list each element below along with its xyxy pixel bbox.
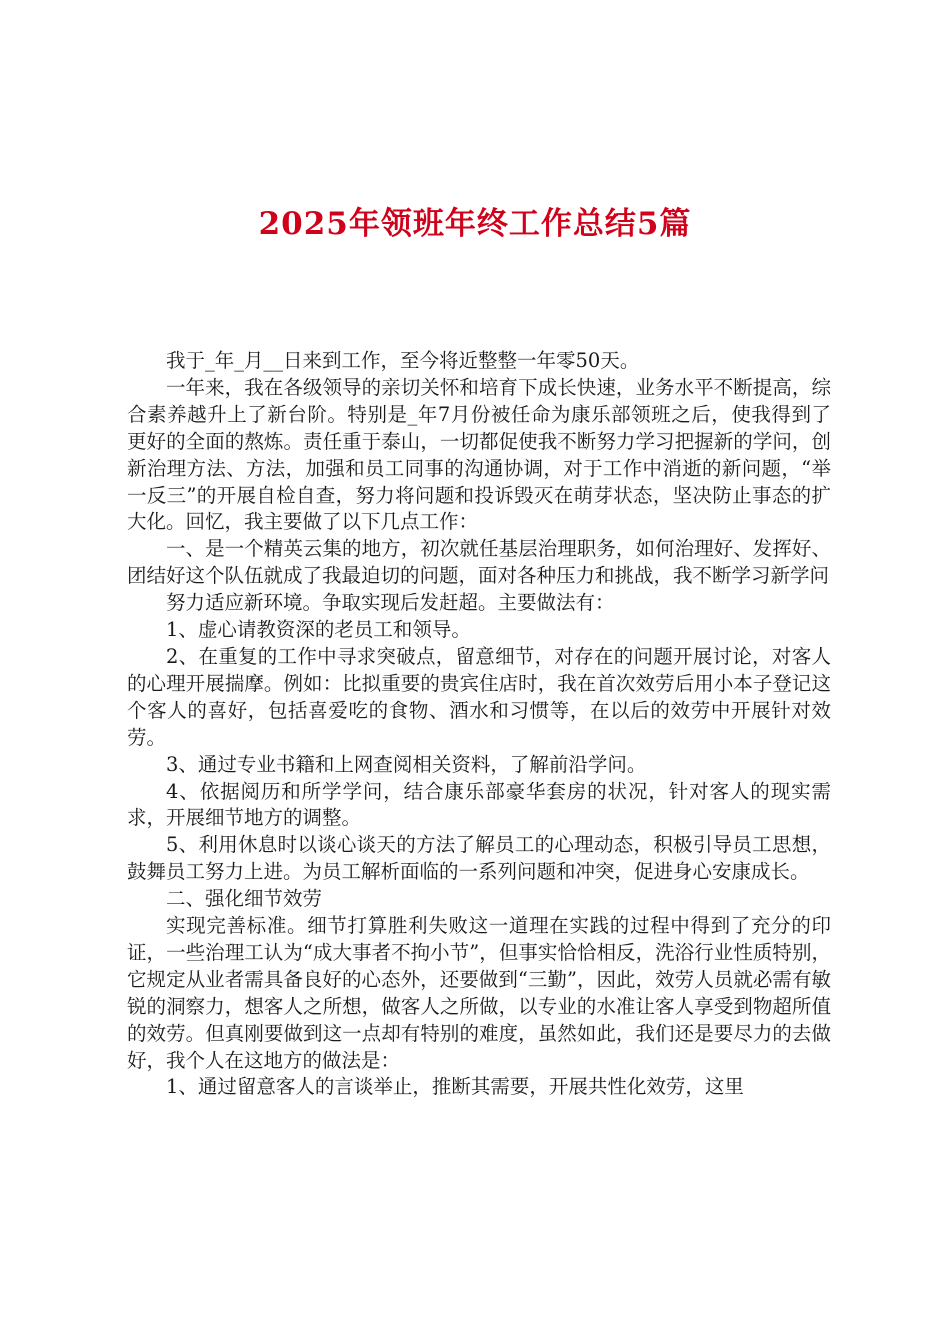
paragraph: 5、利用休息时以谈心谈天的方法了解员工的心理动态，积极引导员工思想，鼓舞员工努力上进。为员工解析面临的一系列问题和冲突，促进身心安康成长。 [127,833,831,884]
paragraph: 一、是一个精英云集的地方，初次就任基层治理职务，如何治理好、发挥好、团结好这个队伍就成了我最迫切的问题，面对各种压力和挑战，我不断学习新学问 [127,537,831,588]
paragraph: 2、在重复的工作中寻求突破点，留意细节，对存在的问题开展讨论，对客人的心理开展揣摩。例如：比拟重要的贵宾住店时，我在首次效劳后用小本子登记这个客人的喜好，包括喜爱吃的食物、酒水和习惯等，在以后的效劳中开展针对效劳。 [127,644,831,749]
paragraph: 实现完善标准。细节打算胜利失败这一道理在实践的过程中得到了充分的印证，一些治理工认为“成大事者不拘小节”，但事实恰恰相反，洗浴行业性质特别，它规定从业者需具备良好的心态外，还要做到“三勤”，因此，效劳人员就必需有敏锐的洞察力，想客人之所想，做客人之所做，以专业的水准让客人享受到物超所值的效劳。但真刚要做到这一点却有特别的难度，虽然如此，我们还是要尽力的去做好，我个人在这地方的做法是： [127,914,831,1072]
document-title: 2025年领班年终工作总结5篇 [258,206,692,242]
document-body [127,348,831,1101]
paragraph: 1、虚心请教资深的老员工和领导。 [166,618,471,642]
paragraph: 努力适应新环境。争取实现后发赶超。主要做法有： [166,591,615,615]
paragraph: 3、通过专业书籍和上网查阅相关资料，了解前沿学问。 [166,752,647,776]
paragraph: 我于_年_月__日来到工作，至今将近整整一年零50天。 [166,349,640,372]
paragraph: 4、依据阅历和所学学问，结合康乐部豪华套房的状况，针对客人的现实需求，开展细节地方的调整。 [127,779,831,830]
paragraph: 一年来，我在各级领导的亲切关怀和培育下成长快速，业务水平不断提高，综合素养越升上了新台阶。特别是_年7月份被任命为康乐部领班之后，使我得到了更好的全面的熬炼。责任重于泰山，一切都促使我不断努力学习把握新的学问，创新治理方法、方法，加强和员工同事的沟通协调，对于工作中消逝的新问题，“举一反三”的开展自检自查，努力将问题和投诉毁灭在萌芽状态，坚决防止事态的扩大化。回忆，我主要做了以下几点工作： [127,375,831,534]
section-heading: 二、强化细节效劳 [166,887,323,911]
paragraph: 1、通过留意客人的言谈举止，推断其需要，开展共性化效劳，这里 [166,1075,744,1099]
